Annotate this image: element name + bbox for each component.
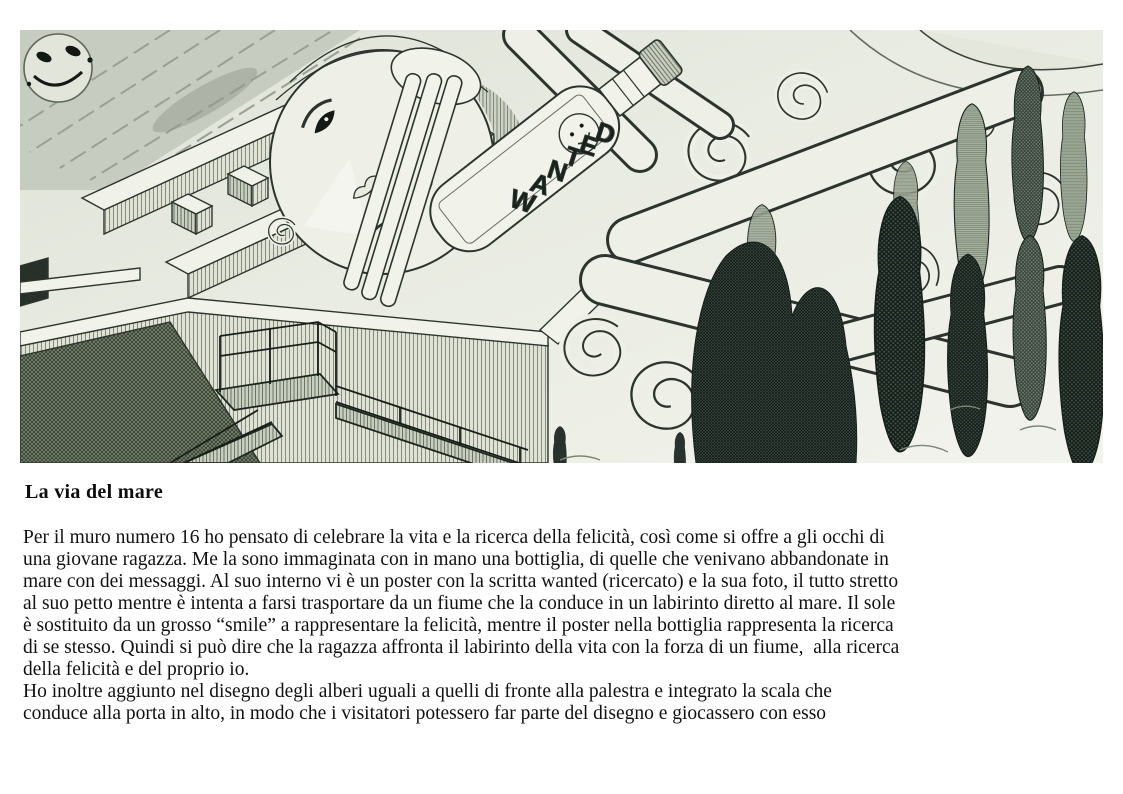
wanted-text: WANTED bbox=[506, 116, 623, 220]
text-line: di se stesso. Quindi si può dire che la ragazza affronta il labirinto della vita con la forza di un fiume, alla ricerca bbox=[23, 637, 900, 658]
smiley-sun-icon bbox=[24, 34, 93, 102]
text-line: una giovane ragazza. Me la sono immaginata con in mano una bottiglia, di quelle che venivano abbandonate in bbox=[23, 549, 889, 570]
text-line: mare con dei messaggi. Al suo interno vi è un poster con la scritta wanted (ricercato) e la sua foto, il tutto stretto bbox=[23, 571, 899, 592]
text-line: della felicità e del proprio io. bbox=[23, 659, 250, 680]
text-line: Ho inoltre aggiunto nel disegno degli alberi uguali a quelli di fronte alla palestra e integrato la scala che bbox=[23, 681, 832, 702]
text-line: Per il muro numero 16 ho pensato di celebrare la vita e la ricerca della felicità, così come si offre a gli occhi di bbox=[23, 527, 885, 548]
text-line: è sostituito da un grosso “smile” a rappresentare la felicità, mentre il poster nella bottiglia rappresenta la ricerca bbox=[23, 615, 894, 636]
paragraph bbox=[23, 681, 1111, 725]
paragraph bbox=[23, 527, 1111, 681]
text-line: al suo petto mentre è intenta a farsi trasportare da un fiume che la conduce in un labirinto diretto al mare. Il sole bbox=[23, 593, 896, 614]
body-text bbox=[23, 527, 1111, 725]
mural-sketch-figure bbox=[20, 30, 1103, 463]
page-title: La via del mare bbox=[25, 481, 164, 503]
mural-sketch-svg bbox=[20, 30, 1103, 463]
text-line: conduce alla porta in alto, in modo che i visitatori potessero far parte del disegno e giocassero con esso bbox=[23, 703, 827, 724]
